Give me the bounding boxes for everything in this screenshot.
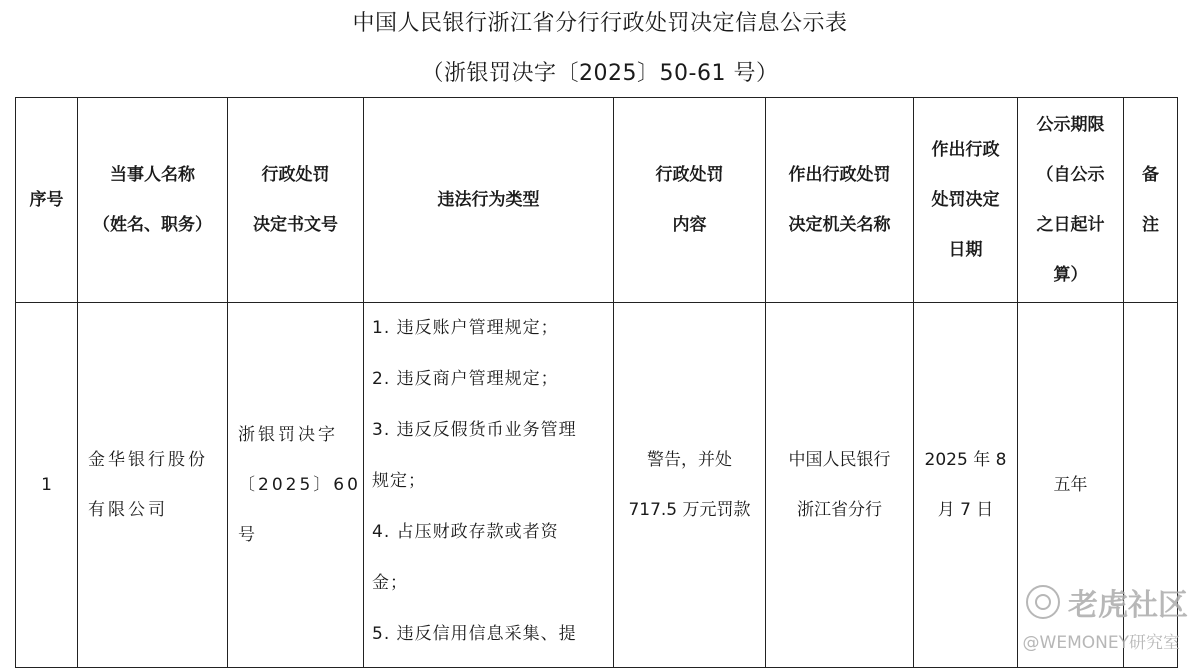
table-row [16, 303, 1178, 668]
document-subtitle: （浙银罚决字〔2025〕50-61 号） [421, 61, 779, 86]
list-item: 金； [372, 573, 408, 593]
header-violation-type: 违法行为类型 [364, 98, 614, 303]
list-item: 3. 违反反假货币业务管理 [372, 420, 577, 440]
header-publication-period: 公示期限 （自公示 之日起计 算） [1018, 98, 1124, 303]
cell-doc-number: 浙银罚决字 〔2025〕60 号 [228, 303, 364, 668]
cell-publication-period: 五年 [1018, 303, 1124, 668]
cell-party: 金华银行股份 有限公司 [78, 303, 228, 668]
header-note: 备 注 [1124, 98, 1178, 303]
header-decision-date: 作出行政 处罚决定 日期 [914, 98, 1018, 303]
cell-authority: 中国人民银行 浙江省分行 [766, 303, 914, 668]
cell-violation-list [364, 303, 614, 668]
list-item: 2. 违反商户管理规定； [372, 369, 559, 389]
watermark-handle: @WEMONEY研究室 [1022, 633, 1180, 653]
tiger-logo-icon [1026, 585, 1060, 619]
header-party: 当事人名称 （姓名、职务） [78, 98, 228, 303]
header-doc-number: 行政处罚 决定书文号 [228, 98, 364, 303]
cell-decision-date: 2025 年 8 月 7 日 [914, 303, 1018, 668]
list-item: 4. 占压财政存款或者资 [372, 522, 559, 542]
cell-seq: 1 [16, 303, 78, 668]
list-item: 规定； [372, 471, 426, 491]
watermark-brand: 老虎社区 [1026, 580, 1188, 624]
list-item: 1. 违反账户管理规定； [372, 318, 559, 338]
document-title: 中国人民银行浙江省分行行政处罚决定信息公示表 [352, 11, 848, 36]
header-authority: 作出行政处罚 决定机关名称 [766, 98, 914, 303]
header-penalty-content: 行政处罚 内容 [614, 98, 766, 303]
list-item: 5. 违反信用信息采集、提 [372, 624, 577, 644]
cell-penalty-content: 警告，并处 717.5 万元罚款 [614, 303, 766, 668]
header-seq: 序号 [16, 98, 78, 303]
penalty-table [15, 97, 1178, 668]
header-row [16, 98, 1178, 303]
